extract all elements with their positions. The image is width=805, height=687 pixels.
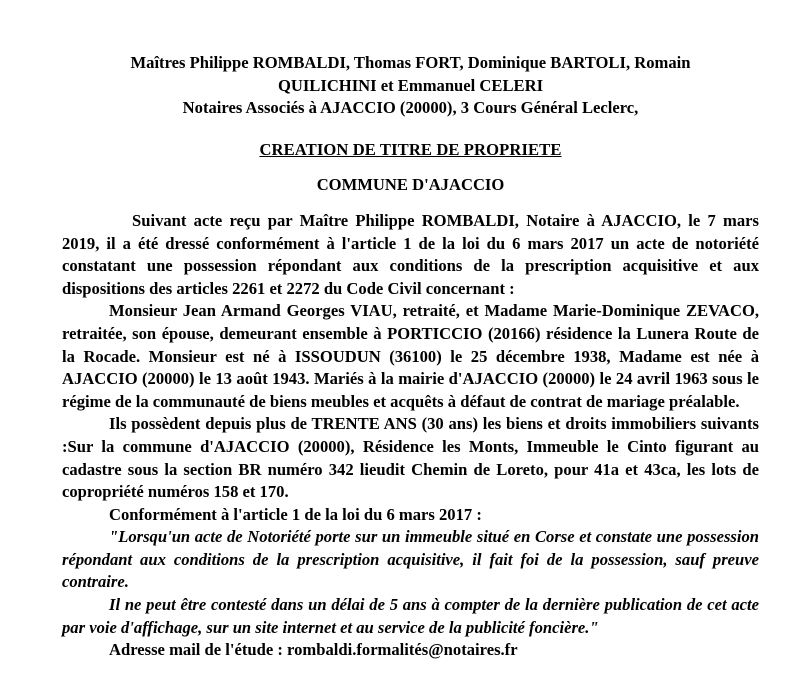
law-quote-2: Il ne peut être contesté dans un délai de 5 ans à compter de la dernière publication de cet acte par voie d'affichage, sur un site internet et au service de la publicité foncière." xyxy=(62,595,759,637)
notaries-names: Maîtres Philippe ROMBALDI, Thomas FORT, Dominique BARTOLI, Romain xyxy=(130,53,691,72)
notaries-address: Notaires Associés à AJACCIO (20000), 3 Cours Général Leclerc, xyxy=(182,98,639,118)
paragraph-acte: Suivant acte reçu par Maître Philippe ROMBALDI, Notaire à AJACCIO, le 7 mars 2019, il a été dressé conformément à l'article 1 de la loi du 6 mars 2017 un acte de notoriété constatant une possession répondant aux conditions de la prescription acquisitive et aux dispositions des articles 2261 et 2272 du Code Civil concernant : xyxy=(62,210,759,298)
office-email: Adresse mail de l'étude : rombaldi.formalités@notaires.fr xyxy=(109,640,518,660)
notaries-names-continued: QUILICHINI et Emmanuel CELERI xyxy=(277,75,544,95)
paragraph-parties: Monsieur Jean Armand Georges VIAU, retraité, et Madame Marie-Dominique ZEVACO, retraitée, son épouse, demeurant ensemble à PORTICCIO (20166) résidence la Lunera Route de la Rocade. Monsieur est né à ISSOUDUN (36100) le 25 décembre 1938, Madame est née à AJACCIO (20000) le 13 août 1943. Mariés à la mairie d'AJACCIO (20000) le 24 avril 1963 sous le régime de la communauté de biens meubles et acquêts à défaut de contrat de mariage préalable. xyxy=(62,301,759,411)
notaries-header xyxy=(52,52,769,120)
paragraph-conformement: Conformément à l'article 1 de la loi du 6 mars 2017 : xyxy=(109,504,482,524)
commune-heading: COMMUNE D'AJACCIO xyxy=(316,175,505,195)
notice-document xyxy=(62,52,759,662)
law-quote-1: "Lorsqu'un acte de Notoriété porte sur un immeuble situé en Corse et constate une possession répondant aux conditions de la prescription acquisitive, il fait foi de la possession, sauf preuve contraire. xyxy=(62,527,759,592)
document-title: CREATION DE TITRE DE PROPRIETE xyxy=(259,139,562,159)
paragraph-biens: Ils possèdent depuis plus de TRENTE ANS (30 ans) les biens et droits immobiliers suivants :Sur la commune d'AJACCIO (20000), Résidence les Monts, Immeuble le Cinto figurant au cadastre sous la section BR numéro 342 lieudit Chemin de Loreto, pour 41a et 43ca, les lots de copropriété numéros 158 et 170. xyxy=(62,414,759,502)
